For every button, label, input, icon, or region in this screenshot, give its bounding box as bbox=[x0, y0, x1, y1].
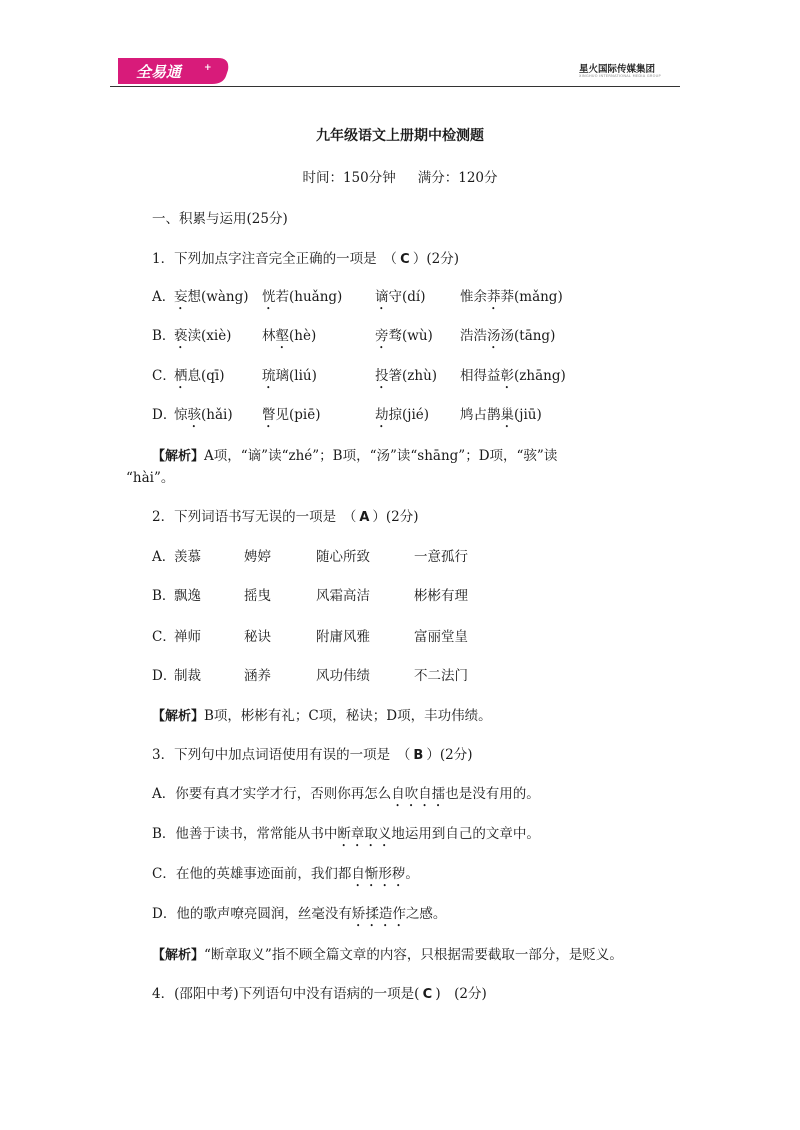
question-1-stem: 1．下列加点字注音完全正确的一项是 （ C ）(2分) bbox=[152, 251, 459, 267]
question-2-option-a bbox=[152, 545, 552, 567]
option-label: C． bbox=[152, 368, 176, 384]
question-2-option-d bbox=[152, 664, 552, 686]
option-word: 富丽堂皇 bbox=[414, 629, 468, 645]
question-1-analysis: 【解析】A项，“谪”读“zhé”；B项，“汤”读“shāng”；D项，“骇”读 bbox=[152, 448, 558, 464]
question-1-answer: C bbox=[400, 252, 410, 267]
dotted-char: 亵 bbox=[174, 328, 188, 344]
dotted-char: 妄 bbox=[174, 289, 188, 305]
question-1-option-b bbox=[152, 324, 672, 346]
option-label: A． bbox=[152, 289, 176, 305]
question-1-option-d bbox=[152, 403, 672, 425]
dotted-phrase: 断章取义 bbox=[337, 826, 392, 842]
question-3-option-b: B．他善于读书，常常能从书中断章取义地运用到自己的文章中。 bbox=[152, 826, 540, 842]
dotted-char: 栖 bbox=[174, 368, 188, 384]
option-word: 秘诀 bbox=[244, 629, 271, 645]
dotted-char: 骇 bbox=[187, 407, 201, 423]
dotted-phrase: 矫揉造作 bbox=[351, 906, 406, 922]
option-label: A． bbox=[152, 549, 176, 565]
option-word: 羡慕 bbox=[174, 549, 201, 565]
option-item: 惊骇(hǎi) bbox=[174, 407, 233, 423]
dotted-char: 谪 bbox=[375, 289, 389, 305]
dotted-char: 汤 bbox=[487, 328, 501, 344]
dotted-phrase: 自惭形秽 bbox=[351, 866, 406, 882]
question-4-stem: 4．(邵阳中考)下列语句中没有语病的一项是( C ) (2分) bbox=[152, 986, 487, 1002]
option-item: 栖息(qī) bbox=[174, 368, 225, 384]
dotted-char: 琉 bbox=[262, 368, 276, 384]
dotted-char: 投 bbox=[375, 368, 389, 384]
page-title: 九年级语文上册期中检测题 bbox=[316, 128, 484, 144]
option-word: 飘逸 bbox=[174, 588, 201, 604]
question-1-analysis-cont: “hài”。 bbox=[126, 470, 175, 486]
exam-score: 满分：120分 bbox=[417, 170, 498, 186]
option-label: D． bbox=[152, 668, 177, 684]
option-item: 浩浩汤汤(tāng) bbox=[460, 328, 556, 344]
dotted-char: 瞥 bbox=[262, 407, 276, 423]
question-3-option-d: D．他的歌声嘹亮圆润，丝毫没有矫揉造作之感。 bbox=[152, 906, 447, 922]
question-2-stem: 2．下列词语书写无误的一项是 （ A ）(2分) bbox=[152, 509, 419, 525]
option-word: 一意孤行 bbox=[414, 549, 468, 565]
question-3-option-c: C．在他的英雄事迹面前，我们都自惭形秽。 bbox=[152, 866, 419, 882]
svg-text:+: + bbox=[204, 63, 212, 73]
question-3-option-a: A．你要有真才实学才行，否则你再怎么自吹自擂也是没有用的。 bbox=[152, 786, 540, 802]
question-4-answer: C bbox=[422, 987, 433, 1002]
dotted-char: 旁 bbox=[375, 328, 389, 344]
dotted-char: 莽 bbox=[487, 289, 501, 305]
option-word: 随心所致 bbox=[316, 549, 370, 565]
option-item: 鸠占鹊巢(jiū) bbox=[460, 407, 542, 423]
dotted-char: 恍 bbox=[262, 289, 276, 305]
dotted-char: 壑 bbox=[275, 328, 289, 344]
option-item: 妄想(wàng) bbox=[174, 289, 249, 305]
question-3-stem: 3．下列句中加点词语使用有误的一项是 （ B ）(2分) bbox=[152, 747, 473, 763]
option-word: 制裁 bbox=[174, 668, 201, 684]
option-word: 风功伟绩 bbox=[316, 668, 370, 684]
brand-subtitle: XINGHUO INTERNATIONAL MEDIA GROUP bbox=[579, 74, 661, 78]
exam-meta bbox=[0, 166, 800, 186]
question-2-option-c bbox=[152, 625, 552, 647]
option-label: B． bbox=[152, 328, 176, 344]
option-item: 劫掠(jié) bbox=[375, 407, 430, 423]
question-3-analysis: 【解析】“断章取义”指不顾全篇文章的内容，只根据需要截取一部分，是贬义。 bbox=[152, 947, 623, 963]
option-item: 旁骛(wù) bbox=[375, 328, 433, 344]
question-3-answer: B bbox=[413, 748, 424, 763]
option-word: 彬彬有理 bbox=[414, 588, 468, 604]
option-word: 风霜高洁 bbox=[316, 588, 370, 604]
option-label: D． bbox=[152, 407, 177, 423]
option-item: 瞥见(piē) bbox=[262, 407, 321, 423]
option-word: 不二法门 bbox=[414, 668, 468, 684]
question-1-option-a bbox=[152, 285, 672, 307]
section-heading: 一、积累与运用(25分) bbox=[152, 211, 288, 227]
question-1-option-c bbox=[152, 364, 672, 386]
brand-name: 星火国际传媒集团 bbox=[579, 64, 656, 75]
option-item: 相得益彰(zhāng) bbox=[460, 368, 566, 384]
dotted-char: 彰 bbox=[500, 368, 514, 384]
option-word: 禅师 bbox=[174, 629, 201, 645]
option-item: 林壑(hè) bbox=[262, 328, 317, 344]
exam-time: 时间：150分钟 bbox=[302, 170, 396, 186]
option-label: C． bbox=[152, 629, 176, 645]
option-word: 附庸风雅 bbox=[316, 629, 370, 645]
question-2-answer: A bbox=[359, 510, 370, 525]
option-word: 娉婷 bbox=[244, 549, 271, 565]
question-2-option-b bbox=[152, 584, 552, 606]
option-item: 惟余莽莽(mǎng) bbox=[460, 289, 563, 305]
question-2-analysis: 【解析】B项，彬彬有礼；C项，秘诀；D项，丰功伟绩。 bbox=[152, 708, 492, 724]
dotted-phrase: 自吹自擂 bbox=[391, 786, 446, 802]
option-label: B． bbox=[152, 588, 176, 604]
dotted-char: 劫 bbox=[375, 407, 389, 423]
header-divider bbox=[110, 86, 680, 87]
option-word: 摇曳 bbox=[244, 588, 271, 604]
option-item: 亵渎(xiè) bbox=[174, 328, 232, 344]
option-item: 谪守(dí) bbox=[375, 289, 426, 305]
quanyitong-logo bbox=[118, 56, 230, 86]
option-item: 投箸(zhù) bbox=[375, 368, 438, 384]
dotted-char: 巢 bbox=[500, 407, 514, 423]
logo-text: 全易通 bbox=[136, 63, 182, 81]
option-item: 琉璃(liú) bbox=[262, 368, 317, 384]
option-item: 恍若(huǎng) bbox=[262, 289, 343, 305]
option-word: 涵养 bbox=[244, 668, 271, 684]
